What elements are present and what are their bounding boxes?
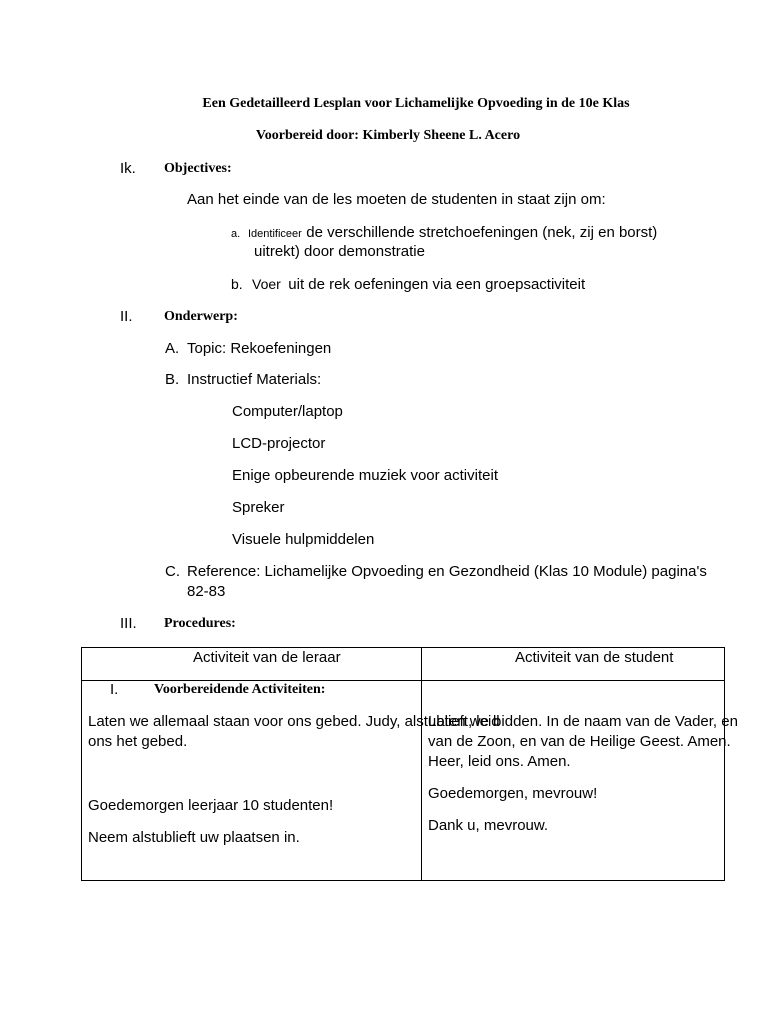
- document-title: Een Gedetailleerd Lesplan voor Lichamelijke Opvoeding in de 10e Klas: [202, 96, 630, 111]
- objective-a-marker: a.: [231, 228, 241, 240]
- topic-text: Topic: Rekoefeningen: [187, 340, 332, 357]
- teacher-line: Goedemorgen leerjaar 10 studenten!: [88, 797, 334, 814]
- material-item: LCD-projector: [232, 435, 326, 452]
- student-column-header: Activiteit van de student: [515, 649, 674, 666]
- student-line: Goedemorgen, mevrouw!: [428, 785, 598, 802]
- topic-marker: A.: [165, 340, 180, 357]
- subsection-numeral: I.: [110, 681, 119, 698]
- teacher-column-header: Activiteit van de leraar: [193, 649, 341, 666]
- material-item: Computer/laptop: [232, 403, 343, 420]
- materials-marker: B.: [165, 371, 180, 388]
- subsection-heading: Voorbereidende Activiteiten:: [154, 682, 326, 697]
- table-header-cell: [422, 648, 725, 681]
- section1-numeral: Ik.: [120, 160, 136, 177]
- objective-a-text: de verschillende stretchoefeningen (nek, zij en borst): [306, 224, 658, 241]
- section1-heading: Objectives:: [164, 161, 232, 176]
- objective-a-lead: Identificeer: [248, 228, 302, 240]
- student-line: Dank u, mevrouw.: [428, 817, 549, 834]
- objective-b: [252, 276, 585, 294]
- teacher-line: Neem alstublieft uw plaatsen in.: [88, 829, 300, 846]
- material-item: Enige opbeurende muziek voor activiteit: [232, 467, 498, 484]
- section3-heading: Procedures:: [164, 616, 236, 631]
- objectives-intro: Aan het einde van de les moeten de studenten in staat zijn om:: [187, 191, 606, 208]
- objective-a: [248, 224, 657, 242]
- materials-heading: Instructief Materials:: [187, 371, 322, 388]
- reference-text: Reference: Lichamelijke Opvoeding en Gezondheid (Klas 10 Module) pagina's: [187, 563, 707, 580]
- table-header-cell: [82, 648, 422, 681]
- prepared-by: Voorbereid door: Kimberly Sheene L. Acero: [255, 128, 521, 143]
- objective-b-text: uit de rek oefeningen via een groepsactiviteit: [288, 276, 586, 293]
- table-header-row: [82, 648, 725, 681]
- material-item: Spreker: [232, 499, 285, 516]
- section3-numeral: III.: [120, 615, 137, 632]
- reference-pages: 82-83: [187, 583, 226, 600]
- reference-marker: C.: [165, 563, 180, 580]
- procedures-table: [81, 647, 738, 881]
- objective-b-marker: b.: [231, 276, 243, 292]
- student-line: Heer, leid ons. Amen.: [428, 753, 571, 770]
- objective-b-lead: Voer: [252, 276, 281, 292]
- section2-numeral: II.: [120, 308, 133, 325]
- material-item: Visuele hulpmiddelen: [232, 531, 375, 548]
- teacher-line: ons het gebed.: [88, 733, 188, 750]
- student-activity-cell: [422, 681, 738, 881]
- table-row: [82, 681, 725, 881]
- student-line: van de Zoon, en van de Heilige Geest. Amen.: [428, 733, 731, 750]
- section2-heading: Onderwerp:: [164, 309, 238, 324]
- teacher-line: Laten we allemaal staan voor ons gebed. Judy, alstublieft, leid: [88, 713, 500, 730]
- objective-a-continuation: uitrekt) door demonstratie: [254, 243, 425, 260]
- student-line: Laten we bidden. In de naam van de Vader, en: [428, 713, 738, 730]
